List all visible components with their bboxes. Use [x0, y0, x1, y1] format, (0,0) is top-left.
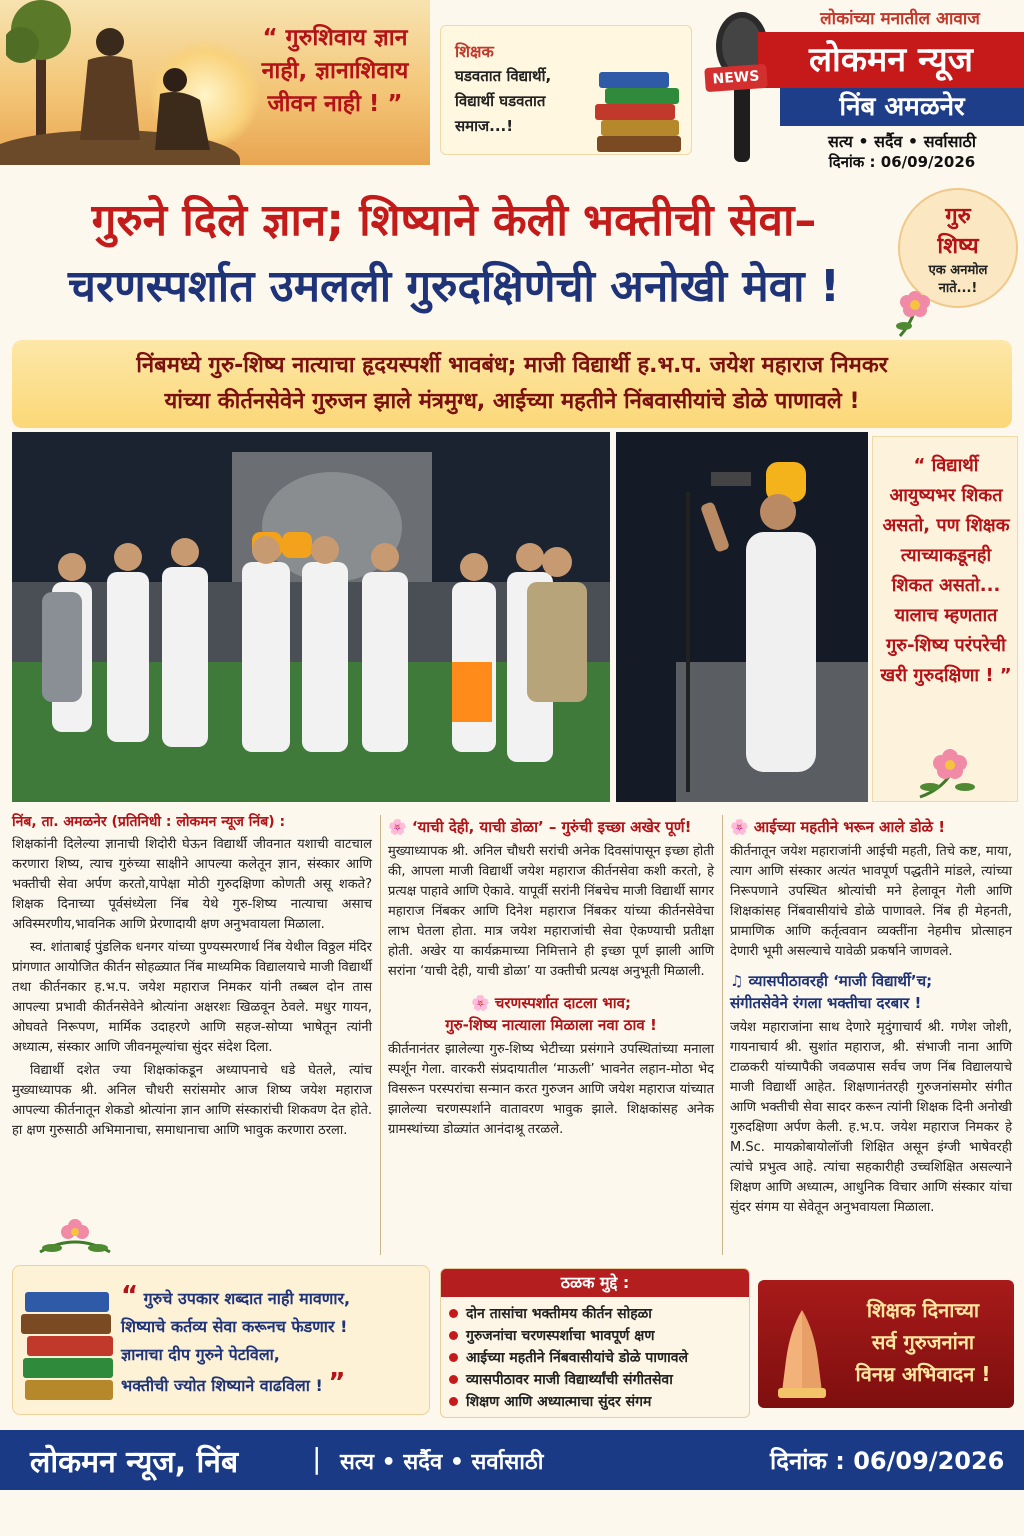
- folded-hands-icon: [762, 1300, 842, 1400]
- banner-quote: “ गुरुशिवाय ज्ञान नाही, ज्ञानाशिवाय जीवन नाही ! ”: [261, 25, 409, 117]
- guru-silhouette: [70, 20, 150, 140]
- subheadline-line2: यांच्या कीर्तनसेवेने गुरुजन झाले मंत्रमुग्ध, आईच्या महतीने निंबवासीयांचे डोळे पाणावले !: [164, 389, 860, 414]
- news-badge: NEWS: [704, 64, 768, 92]
- teacher-quote-box: [440, 25, 692, 155]
- quote-close-mark: ”: [328, 1368, 346, 1398]
- footer-separator: |: [312, 1442, 322, 1475]
- article-paragraph: स्व. शांताबाई पुंडलिक धनगर यांच्या पुण्यस्मरणार्थ निंब येथील विठ्ठल मंदिर प्रांगणात आयोजित कीर्तन सोहळ्यात निंब माध्यमिक विद्यालयाचे माजी विद्यार्थी तथा कीर्तनकार ह.भ.प. जयेश महाराज निमकर यांनी तब्बल दोन तास आपल्या प्रभावी कीर्तनसेवेने श्रोत्यांना अक्षरशः खिळवून ठेवले. मधुर गायन, ओघवते निरूपण, मार्मिक उदाहरणे आणि सहज-सोप्या भाषेतून त्यांनी अध्यात्म, संस्कार आणि जीवनमूल्यांचा सुंदर संदेश दिला.: [12, 940, 372, 1055]
- article-paragraph: जयेश महाराजांना साथ देणारे मृदुंगाचार्य श्री. गणेश जोशी, गायनाचार्य श्री. सुशांत महाराज, श्री. संभाजी नाना आणि टाळकरी यांच्यापैकी जवळपास सर्वच जण निंब विद्यालयाचे माजी विद्यार्थी आहेत. शिक्षणानंतरही गुरुजनांसमोर संगीत आणि भक्तीची सेवा सादर करून त्यांनी शिक्षक दिनी अनोखी गुरुदक्षिणा अर्पण केली. ह.भ.प. जयेश महाराज निमकर हे M.Sc. मायक्रोबायोलॉजी शिक्षित असून इंग्जी भाषेवरही त्यांचे प्रभुत्व आहे. त्यांचा सहकारीही उच्चशिक्षित असल्याने शिक्षण आणि अध्यात्म, आधुनिक विचार आणि संस्कार यांचा सुंदर संगम या सेवेतून अनुभवायला मिळाला.: [730, 1020, 1012, 1215]
- bullet-icon: [449, 1375, 458, 1384]
- article-column-1: [12, 812, 372, 1144]
- masthead-date: दिनांक : 06/09/2026: [828, 153, 976, 171]
- column-divider: [722, 815, 723, 1255]
- article-paragraph: मुख्याध्यापक श्री. अनिल चौधरी सरांची अनेक दिवसांपासून इच्छा होती की, आपला माजी विद्यार्थी जयेश महाराज कीर्तनसेवा कशी करतो, हे प्रत्यक्ष पाहावे आणि ऐकावे. यापूर्वी सरांनी निंबचेच माजी विद्यार्थी सागर महाराज निंबकर आणि दिनेश महाराज निंबकर यांच्या कीर्तनसेवेचा लाभ घेतला होता. मात्र जयेश महाराजांची सेवा ऐकण्याची प्रतीक्षा होती. अखेर या कार्यक्रमाच्या निमित्ताने ही इच्छा पूर्ण झाली आणि सरांना ‘याची देही, याची डोळा’ या उक्तीची प्रत्यक्ष अनुभूती मिळाली.: [388, 844, 714, 979]
- article-paragraph: कीर्तनातून जयेश महाराजांनी आईची महती, तिचे कष्ट, माया, त्याग आणि संस्कार अत्यंत भावपूर्ण पद्धतीने मांडले, त्यांच्या निरूपणाने उपस्थित श्रोत्यांची मने हेलावून गेली आणि शिक्षकांसह निंबवासीयांचे डोळे पाणावले. निंब ही मेहनती, प्रामाणिक आणि कर्तृत्ववान व्यक्तींना नेहमीच प्रोत्साहन देणारी भूमी असल्याचे यावेळी प्रकर्षाने जाणवले.: [730, 844, 1012, 959]
- list-item: [449, 1325, 747, 1347]
- section-heading: 🌸 ‘याची देही, याची डोळा’ – गुरुंची इच्छा अखेर पूर्ण!: [388, 818, 692, 836]
- list-item-label: गुरुजनांचा चरणस्पर्शाचा भावपूर्ण क्षण: [466, 1328, 655, 1344]
- group-photo: [12, 432, 610, 802]
- headline-line1: गुरुने दिले ज्ञान; शिष्याने केली भक्तीची सेवा–: [91, 195, 817, 246]
- disciple-silhouette: [150, 60, 220, 150]
- books-stack-icon: [19, 1284, 119, 1404]
- section-heading-line2: संगीतसेवेने रंगला भक्तीचा दरबार !: [730, 994, 922, 1012]
- poem-line3: ज्ञानाचा दीप गुरुने पेटविला,: [121, 1345, 280, 1364]
- footer-bar: [0, 1430, 1024, 1490]
- section-heading: 🌸 आईच्या महतीने भरून आले डोळे !: [730, 818, 946, 836]
- flower-icon: [910, 735, 990, 800]
- greeting-box: [758, 1280, 1014, 1408]
- teacher-label: शिक्षक: [455, 42, 494, 61]
- footer-motto: सत्य • सर्दैव • सर्वासाठी: [340, 1450, 544, 1475]
- list-item-label: आईच्या महतीने निंबवासीयांचे डोळे पाणावले: [466, 1350, 689, 1366]
- list-item-label: व्यासपीठावर माजी विद्यार्थ्यांची संगीतसेवा: [466, 1372, 673, 1388]
- article-column-2: [388, 812, 714, 1143]
- highlights-box: [440, 1268, 750, 1418]
- side-quote-text: “ विद्यार्थी आयुष्यभर शिकत असतो, पण शिक्षक त्याच्याकडूनही शिकत असतो... यालाच म्हणतात गुरु-शिष्य परंपरेची खरी गुरुदक्षिणा ! ”: [880, 455, 1012, 686]
- article-paragraph: विद्यार्थी दशेत ज्या शिक्षकांकडून अध्यापनाचे धडे घेतले, त्यांच मुख्याध्यापक श्री. अनिल चौधरी सरांसमोर आज शिष्य जयेश महाराज आपल्या कीर्तनातून शेकडो श्रोत्यांना ज्ञान आणि संस्कारांची शिकवण देत होते. हा क्षण गुरुसाठी अभिमानाचा, समाधानाचा आणि भावुक करणारा ठरला.: [12, 1063, 372, 1138]
- badge-line4: नाते...!: [938, 281, 978, 296]
- masthead-name-line1: लोकमन न्यूज: [758, 32, 1024, 88]
- poem-line1: गुरुचे उपकार शब्दात नाही मावणार,: [143, 1289, 351, 1308]
- bullet-icon: [449, 1331, 458, 1340]
- section-heading-line1: 🌸 चरणस्पर्शात दाटला भाव;: [470, 994, 632, 1012]
- list-item: [449, 1347, 747, 1369]
- highlights-title: ठळक मुद्दे :: [441, 1269, 749, 1297]
- bottom-margin: [0, 1490, 1024, 1536]
- section-heading: [730, 970, 1012, 1014]
- list-item: [449, 1369, 747, 1391]
- greeting-line2: सर्व गुरुजनांना: [871, 1330, 975, 1354]
- subheadline-box: [12, 340, 1012, 428]
- kirtan-performer-photo: [616, 432, 868, 802]
- bullet-icon: [449, 1397, 458, 1406]
- greeting-line3: विनम्र अभिवादन !: [855, 1362, 991, 1386]
- highlights-list: [449, 1303, 747, 1413]
- article-dateline: निंब, ता. अमळनेर (प्रतिनिधी : लोकमन न्यूज निंब) :: [12, 814, 286, 830]
- poem-text: [121, 1282, 431, 1400]
- section-heading-line1: ♫ व्यासपीठावरही ‘माजी विद्यार्थी’च;: [730, 972, 933, 990]
- article-column-3: [730, 812, 1012, 1221]
- flower-icon: [30, 1212, 120, 1262]
- poem-quote-box: [12, 1265, 430, 1415]
- masthead-tagline: लोकांच्या मनातील आवाज: [820, 9, 980, 29]
- performer-illustration: [616, 432, 868, 802]
- list-item-label: शिक्षण आणि अध्यात्माचा सुंदर संगम: [466, 1394, 652, 1410]
- books-icon: [591, 66, 691, 154]
- quote-open-mark: “: [121, 1281, 139, 1311]
- section-heading: [388, 992, 714, 1036]
- group-photo-illustration: [12, 432, 610, 802]
- list-item: [449, 1303, 747, 1325]
- teacher-text: घडवतात विद्यार्थी, विद्यार्थी घडवतात समाज...!: [455, 67, 552, 135]
- flower-icon: [890, 280, 940, 340]
- article-paragraph: कीर्तनानंतर झालेल्या गुरु-शिष्य भेटीच्या प्रसंगाने उपस्थितांच्या मनाला स्पर्शून गेला. वारकरी संप्रदायातील ‘माऊली’ भावनेत लहान-मोठा भेद विसरून परस्परांचा सन्मान करत गुरुजन आणि जयेश महाराज यांच्यात झालेल्या चरणस्पर्शाने वातावरण भावुक झाले. शिक्षकांसह अनेक ग्रामस्थांच्या डोळ्यांत आनंदाश्रू तरळले.: [388, 1042, 714, 1137]
- masthead-motto: सत्य • सर्दैव • सर्वासाठी: [828, 132, 976, 151]
- greeting-line1: शिक्षक दिनाच्या: [866, 1298, 980, 1322]
- badge-line3: एक अनमोल: [928, 263, 988, 278]
- poem-line4: भक्तीची ज्योत शिष्याने वाढविला !: [121, 1376, 323, 1395]
- column-divider: [380, 815, 381, 1255]
- bullet-icon: [449, 1309, 458, 1318]
- masthead-name-line2: निंब अमळनेर: [780, 88, 1024, 126]
- list-item: [449, 1391, 747, 1413]
- bullet-icon: [449, 1353, 458, 1362]
- footer-date: दिनांक : 06/09/2026: [770, 1447, 1005, 1475]
- badge-line1: गुरु: [945, 204, 971, 229]
- section-heading-line2: गुरु-शिष्य नात्याला मिळाला नवा ठाव !: [445, 1016, 657, 1034]
- article-paragraph: शिक्षकांनी दिलेल्या ज्ञानाची शिदोरी घेऊन विद्यार्थी जीवनात यशाची वाटचाल करणारा शिष्य, त्याच गुरुंच्या साक्षीने आपल्या कलेतून ज्ञान, संस्कार आणि भक्तीची सेवा अर्पण करतो,यापेक्षा मोठी गुरुदक्षिणा कोणती असू शकते? शिक्षक दिनाच्या पूर्वसंध्येला निंब येथे गुरु-शिष्य नात्याचा असाच अविस्मरणीय,भावनिक आणि प्रेरणादायी क्षण अनुभवायला मिळाला.: [12, 837, 372, 932]
- footer-name: लोकमन न्यूज, निंब: [30, 1445, 239, 1480]
- poem-line2: शिष्याचे कर्तव्य सेवा करूनच फेडणार !: [121, 1317, 348, 1336]
- greeting-text: [832, 1294, 1014, 1390]
- list-item-label: दोन तासांचा भक्तीमय कीर्तन सोहळा: [466, 1306, 652, 1322]
- subheadline-line1: निंबमध्ये गुरु-शिष्य नात्याचा हृदयस्पर्शी भावबंध; माजी विद्यार्थी ह.भ.प. जयेश महाराज निमकर: [136, 353, 888, 378]
- tree-silhouette: [6, 0, 76, 150]
- badge-line2: शिष्य: [937, 234, 979, 259]
- headline-line2: चरणस्पर्शात उमलली गुरुदक्षिणेची अनोखी मेवा !: [68, 261, 840, 312]
